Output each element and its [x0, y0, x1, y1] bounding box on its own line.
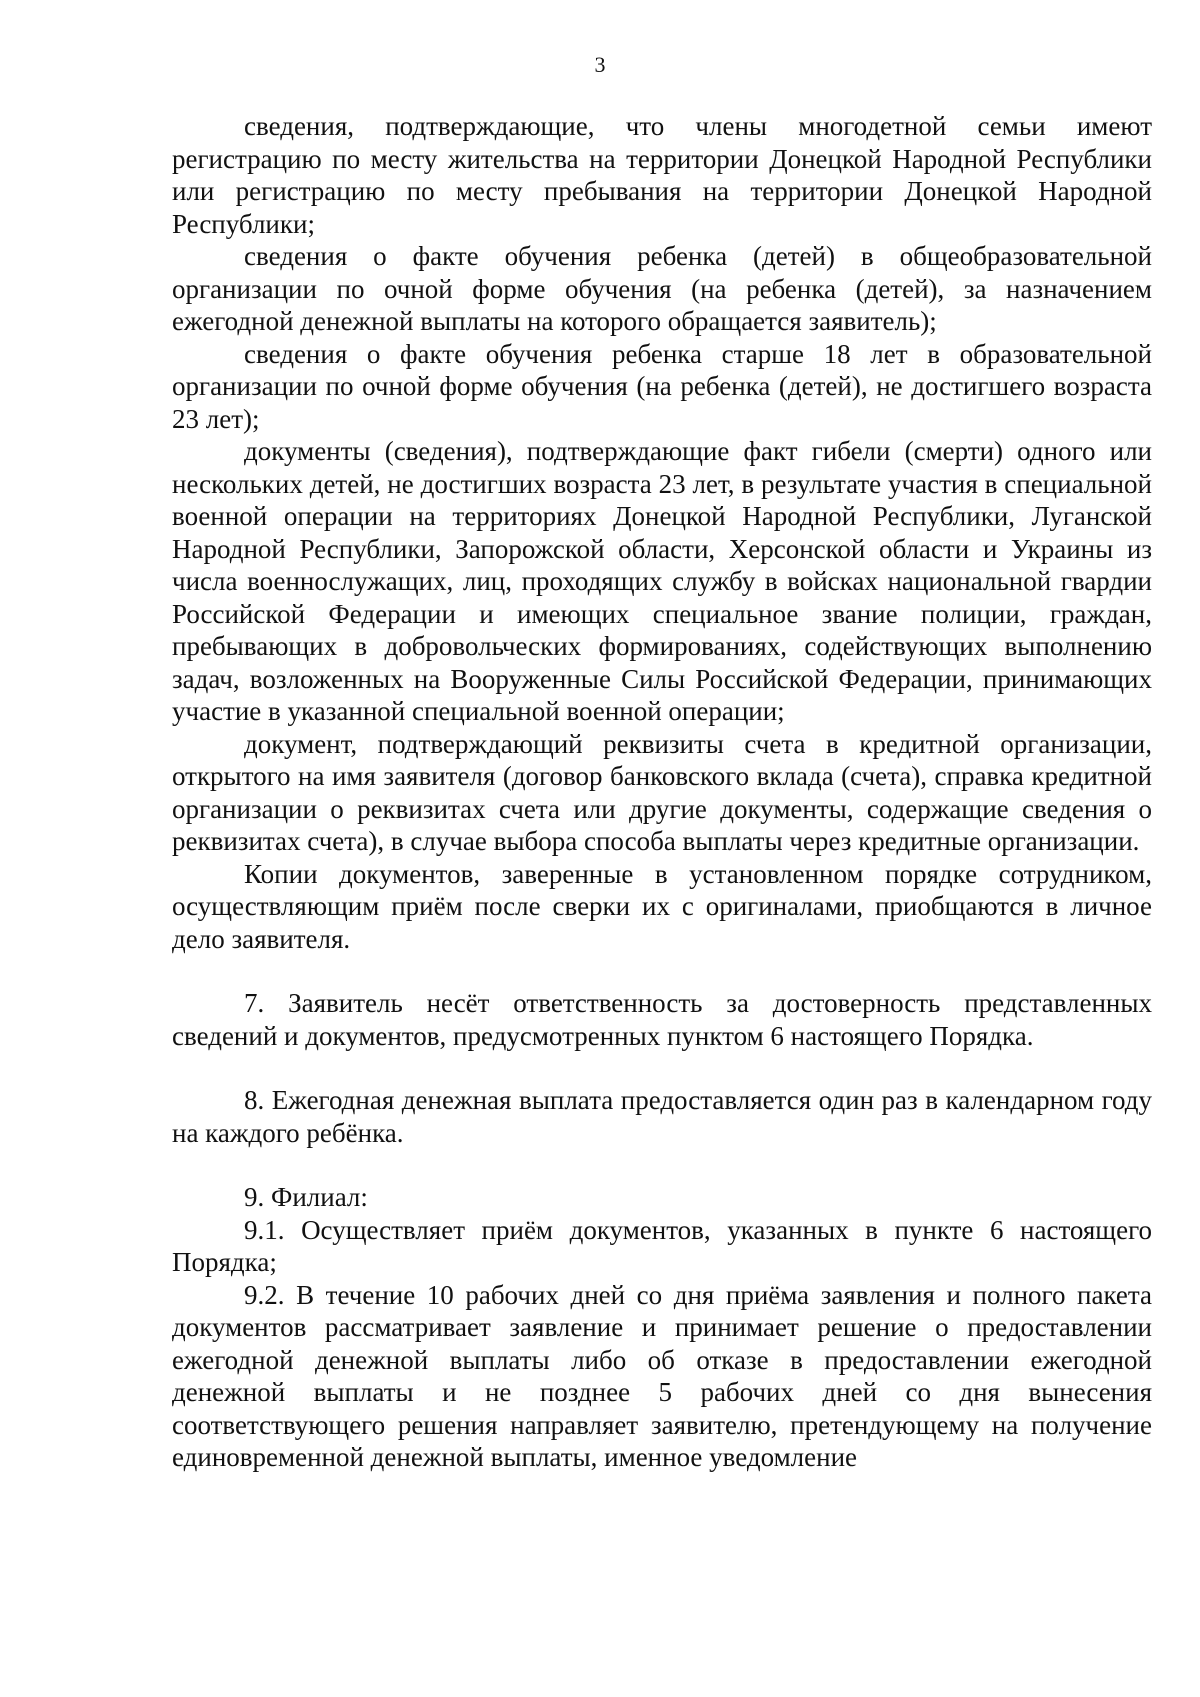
paragraph-clause-9-1: 9.1. Осуществляет приём документов, указанных в пункте 6 настоящего Порядка;	[172, 1214, 1152, 1277]
page-number: 3	[594, 52, 606, 77]
paragraph-bank-account-document: документ, подтверждающий реквизиты счета в кредитной организации, открытого на имя заявителя (договор банковского вклада (счета), справка кредитной организации о реквизитах счета или другие документы, содержащие сведения о реквизитах счета), в случае выбора способа выплаты через кредитные организации.	[172, 728, 1152, 856]
paragraph-education-over-18-info: сведения о факте обучения ребенка старше 18 лет в образовательной организации по очной форме обучения (на ребенка (детей), не достигшего возраста 23 лет);	[172, 338, 1152, 434]
paragraph-document-copies: Копии документов, заверенные в установленном порядке сотрудником, осуществляющим приём после сверки их с оригиналами, приобщаются в личное дело заявителя.	[172, 858, 1152, 954]
paragraph-clause-9-2: 9.2. В течение 10 рабочих дней со дня приёма заявления и полного пакета документов рассматривает заявление и принимает решение о предоставлении ежегодной денежной выплаты либо об отказе в предоставлении ежегодной денежной выплаты и не позднее 5 рабочих дней со дня вынесения соответствующего решения направляет заявителю, претендующему на получение единовременной денежной выплаты, именное уведомление	[172, 1279, 1152, 1472]
paragraph-general-education-info: сведения о факте обучения ребенка (детей) в общеобразовательной организации по очной форме обучения (на ребенка (детей), за назначением ежегодной денежной выплаты на которого обращается заявитель);	[172, 241, 1152, 336]
paragraph-registration-info: сведения, подтверждающие, что члены многодетной семьи имеют регистрацию по месту жительства на территории Донецкой Народной Республики или регистрацию по месту пребывания на территории Донецкой Народной Республики;	[172, 111, 1152, 239]
document-body	[172, 110, 1152, 1474]
paragraph-clause-9-heading: 9. Филиал:	[244, 1182, 368, 1212]
paragraph-clause-8: 8. Ежегодная денежная выплата предоставляется один раз в календарном году на каждого ребёнка.	[172, 1085, 1152, 1148]
paragraph-clause-7: 7. Заявитель несёт ответственность за достоверность представленных сведений и документов, предусмотренных пунктом 6 настоящего Порядка.	[172, 988, 1152, 1051]
paragraph-death-documents: документы (сведения), подтверждающие факт гибели (смерти) одного или нескольких детей, не достигших возраста 23 лет, в результате участия в специальной военной операции на территориях Донецкой Народной Республики, Луганской Народной Республики, Запорожской области, Херсонской области и Украины из числа военнослужащих, лиц, проходящих службу в войсках национальной гвардии Российской Федерации и имеющих специальное звание полиции, граждан, пребывающих в добровольческих формированиях, содействующих выполнению задач, возложенных на Вооруженные Силы Российской Федерации, принимающих участие в указанной специальной военной операции;	[172, 436, 1152, 726]
